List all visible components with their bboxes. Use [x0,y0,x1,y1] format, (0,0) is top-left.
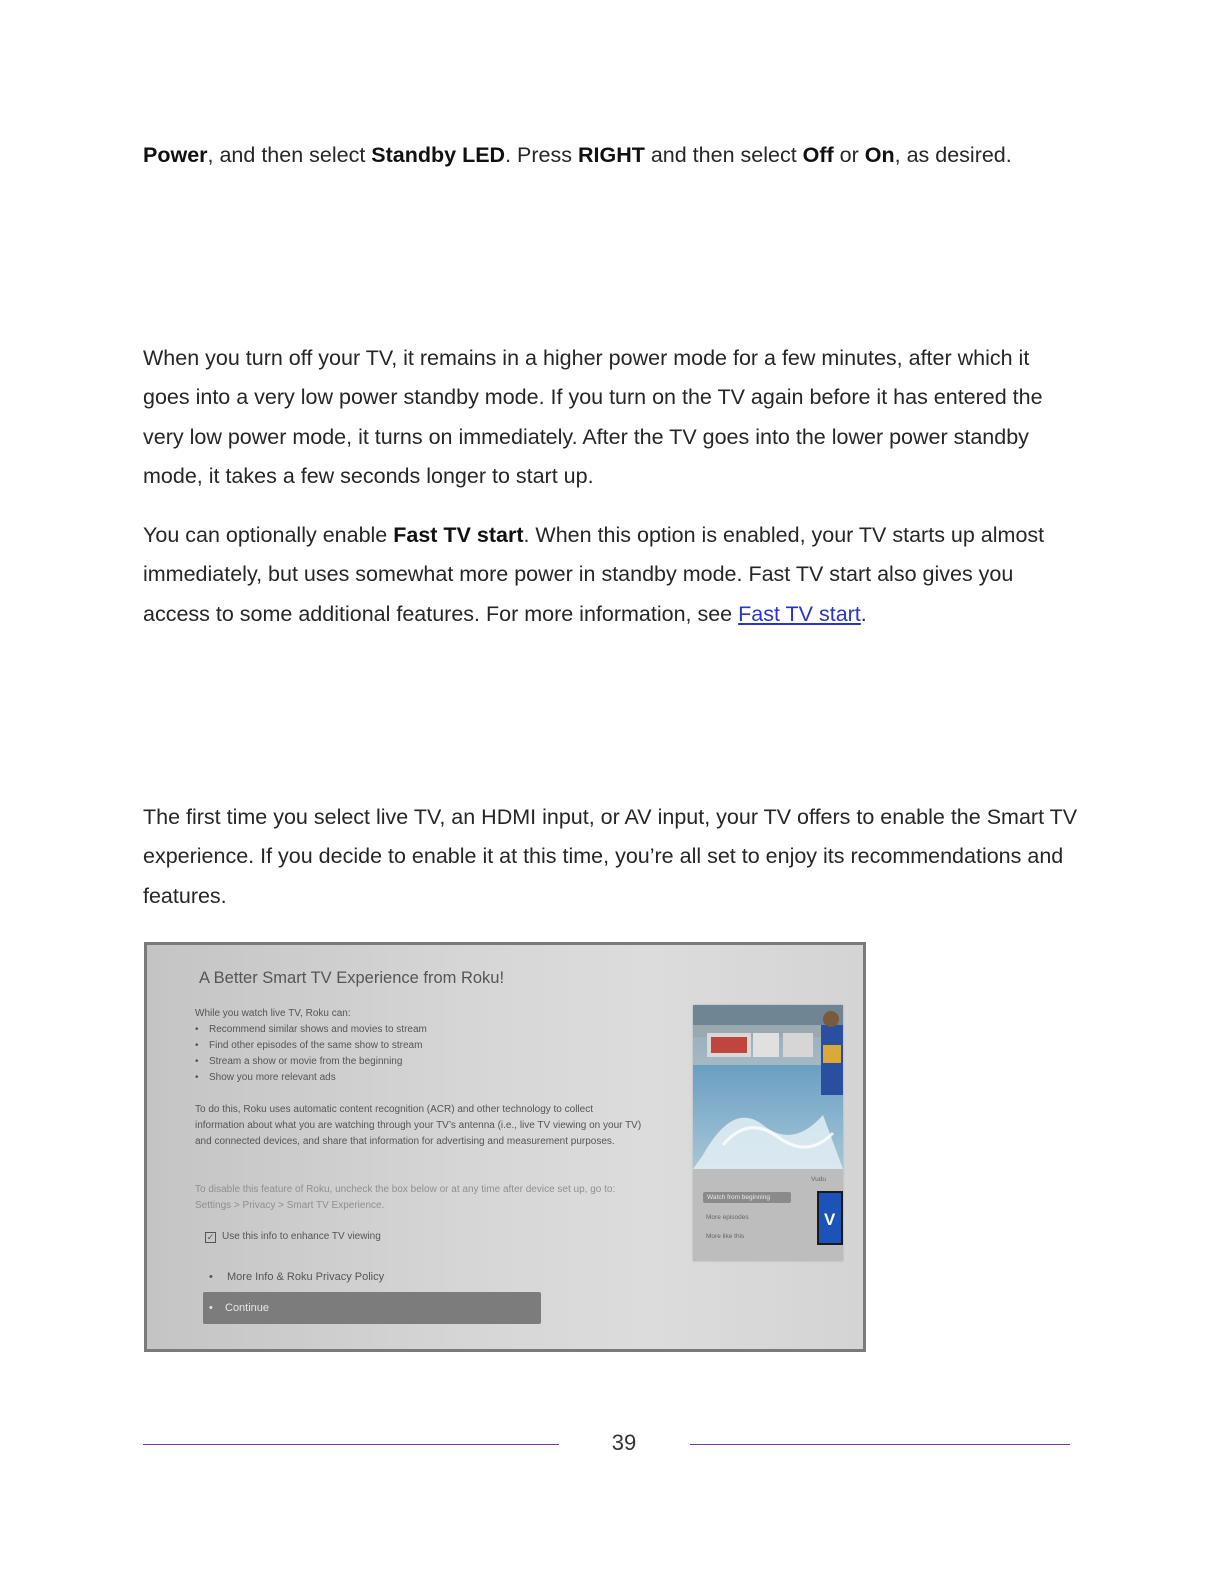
vudu-app-tile[interactable]: V [817,1191,843,1245]
screenshot-acr-text: To do this, Roku uses automatic content recognition (ACR) and other technology to collect information about what you are watching through your TV’s antenna (i.e., live TV viewing on your TV) and connected devices, and share that information for advertising and measurement purposes. [195,1104,642,1147]
stadium-image [693,1005,843,1169]
more-info-privacy-option[interactable] [209,1271,384,1283]
text-span: , and then select [207,143,372,167]
text-span: You can optionally enable [143,523,394,547]
screenshot-intro: While you watch live TV, Roku can: [195,1008,351,1019]
footer-rule-right [690,1444,1070,1445]
bold-off: Off [802,143,834,167]
text-span: . Press [505,143,578,167]
paragraph-smart-tv-experience: The first time you select live TV, an HDMI input, or AV input, your TV offers to enable the Smart TV experience. If you decide to enable it at this time, you’re all set to enjoy its recommendations and features. [143,805,1078,908]
list-item: • Stream a show or movie from the beginning [195,1054,427,1070]
bold-right: RIGHT [577,143,645,167]
screenshot-disable-text: To disable this feature of Roku, uncheck the box below or at any time after device set up, go to: Settings > Privacy > Smart TV Experience. [195,1184,616,1211]
smart-tv-experience-screenshot [144,942,866,1352]
enhance-viewing-checkbox-row[interactable] [205,1231,381,1243]
bold-standby-led: Standby LED [371,143,506,167]
bold-fast-tv-start: Fast TV start [393,523,524,547]
watch-from-beginning-option[interactable]: Watch from beginning [703,1192,791,1203]
text-span: or [833,143,865,167]
checkbox-label: Use this info to enhance TV viewing [222,1231,381,1242]
bold-power: Power [143,143,208,167]
list-item: • Recommend similar shows and movies to stream [195,1022,427,1038]
list-item: • Find other episodes of the same show to stream [195,1038,427,1054]
bold-on: On [864,143,895,167]
text-span: . When this option is enabled, your TV starts up almost immediately, but uses somewhat more power in standby mode. Fast TV start also gives you access to some additional features. For more information, see [143,523,1045,626]
bullet-dot-icon: • [209,1271,213,1283]
page-number: 39 [611,1430,637,1455]
checkbox-checked-icon[interactable]: ✓ [206,1232,215,1242]
text-span: , as desired. [894,143,1012,167]
paragraph-standby-led [143,136,1078,175]
screenshot-bullet-list [195,1022,427,1086]
paragraph-fast-tv-start [143,516,1078,634]
continue-button[interactable] [203,1292,541,1324]
content-preview-card [693,1005,843,1261]
fast-tv-start-link[interactable]: Fast TV start [738,601,861,626]
paragraph-standby-mode: When you turn off your TV, it remains in a higher power mode for a few minutes, after which it goes into a very low power standby mode. If you turn on the TV again before it has entered the very low power mode, it turns on immediately. After the TV goes into the lower power standby mode, it takes a few seconds longer to start up. [143,346,1043,488]
bullet-dot-icon: • [209,1302,213,1314]
more-like-this-option[interactable]: More like this [706,1233,745,1240]
screenshot-title: A Better Smart TV Experience from Roku! [199,969,505,987]
footer-rule-left [143,1444,559,1445]
vudu-label: Vudu [811,1176,826,1183]
continue-label: Continue [225,1302,270,1314]
text-span: and then select [644,143,803,167]
list-item: • Show you more relevant ads [195,1070,427,1086]
more-info-label: More Info & Roku Privacy Policy [227,1271,385,1283]
more-episodes-option[interactable]: More episodes [706,1214,749,1221]
text-span: . [860,601,867,626]
